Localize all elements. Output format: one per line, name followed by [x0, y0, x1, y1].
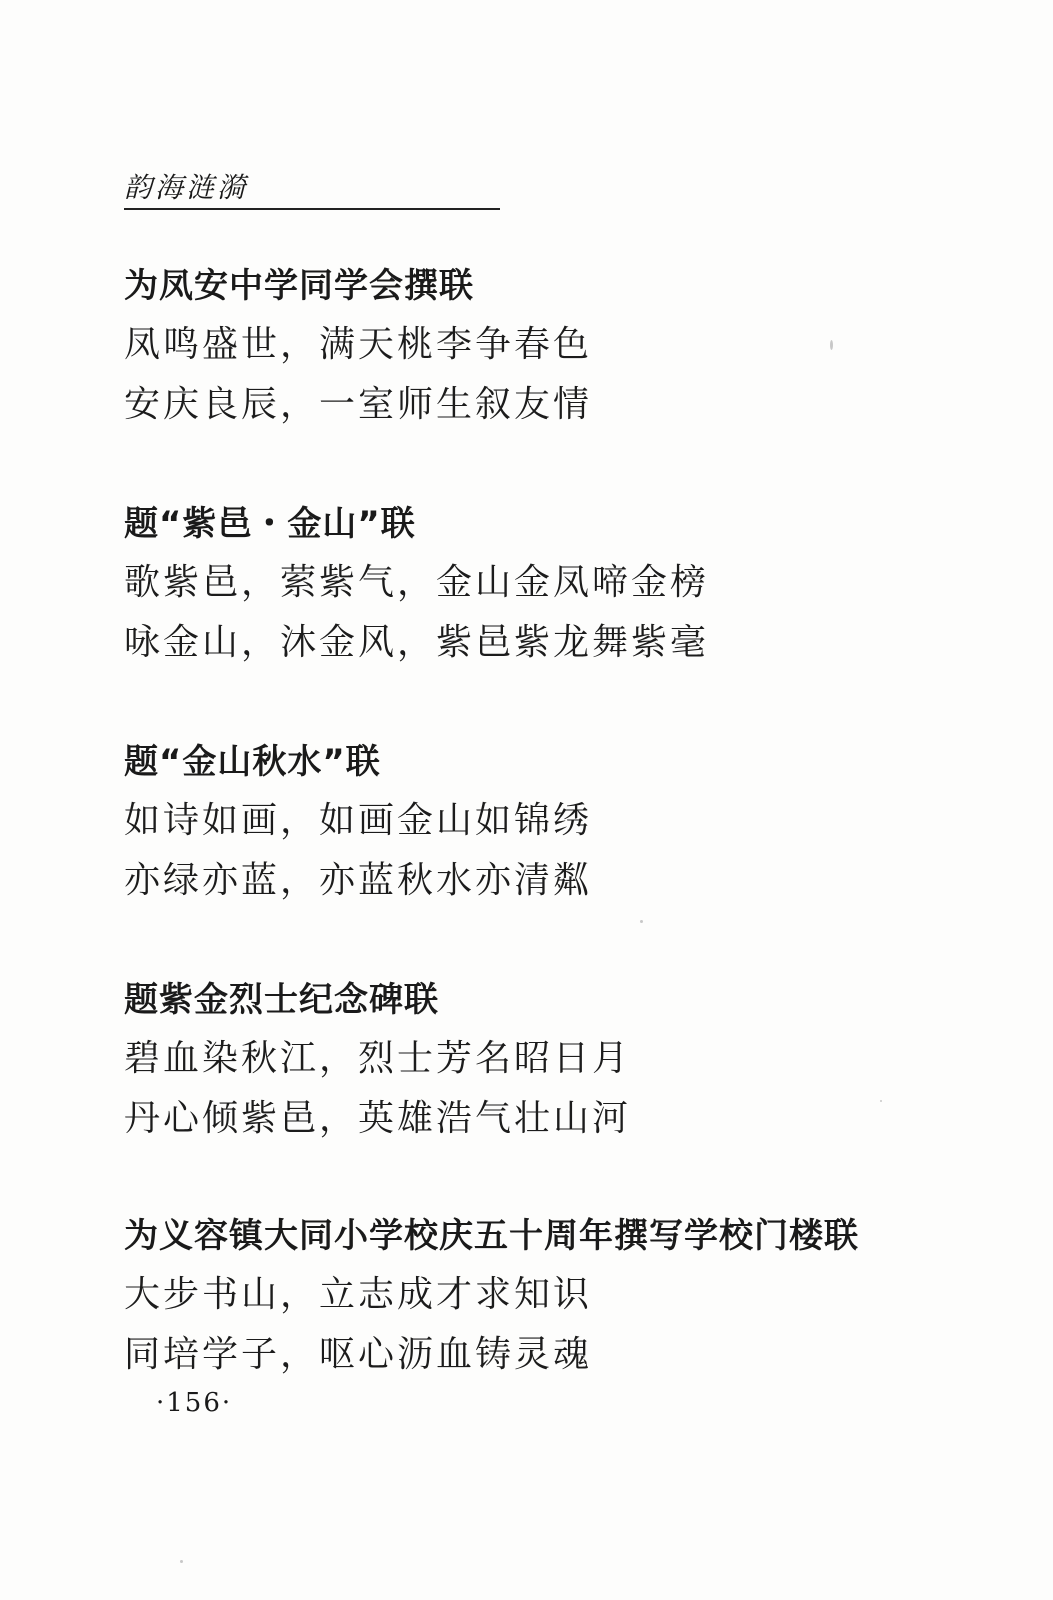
couplet-upper-line: 大步书山，立志成才求知识: [124, 1274, 593, 1315]
couplet-lower-line: 同培学子，呕心沥血铸灵魂: [124, 1334, 593, 1375]
couplet-title: 为义容镇大同小学校庆五十周年撰写学校门楼联: [124, 1216, 859, 1256]
running-head-title: 韵海涟漪: [124, 171, 249, 204]
scan-speck: [640, 920, 643, 923]
couplet-upper-line: 碧血染秋江，烈士芳名昭日月: [124, 1038, 632, 1079]
page-number: ·156·: [156, 1388, 233, 1418]
couplet-title: 题“金山秋水”联: [124, 742, 381, 782]
couplet-upper-line: 凤鸣盛世，满天桃李争春色: [124, 324, 593, 365]
couplet-title: 题“紫邑・金山”联: [124, 504, 416, 544]
couplet-lower-line: 安庆良辰，一室师生叙友情: [124, 384, 593, 425]
running-head: [124, 164, 500, 210]
couplet-upper-line: 歌紫邑，萦紫气，金山金凤啼金榜: [124, 562, 710, 603]
scan-speck: [830, 340, 833, 350]
scan-speck: [880, 1100, 882, 1102]
couplet-title: 题紫金烈士纪念碑联: [124, 980, 439, 1020]
couplet-upper-line: 如诗如画，如画金山如锦绣: [124, 800, 593, 841]
couplet-section-2: [124, 504, 1004, 664]
scan-speck: [180, 1560, 183, 1563]
couplet-lower-line: 亦绿亦蓝，亦蓝秋水亦清粼: [124, 860, 593, 901]
couplet-section-4: [124, 980, 1004, 1140]
couplet-section-1: [124, 266, 1004, 426]
couplet-title: 为凤安中学同学会撰联: [124, 266, 474, 306]
couplet-section-5: [124, 1216, 1004, 1376]
couplet-lower-line: 咏金山，沐金风，紫邑紫龙舞紫毫: [124, 622, 710, 663]
couplet-section-3: [124, 742, 1004, 902]
couplet-lower-line: 丹心倾紫邑，英雄浩气壮山河: [124, 1098, 632, 1139]
